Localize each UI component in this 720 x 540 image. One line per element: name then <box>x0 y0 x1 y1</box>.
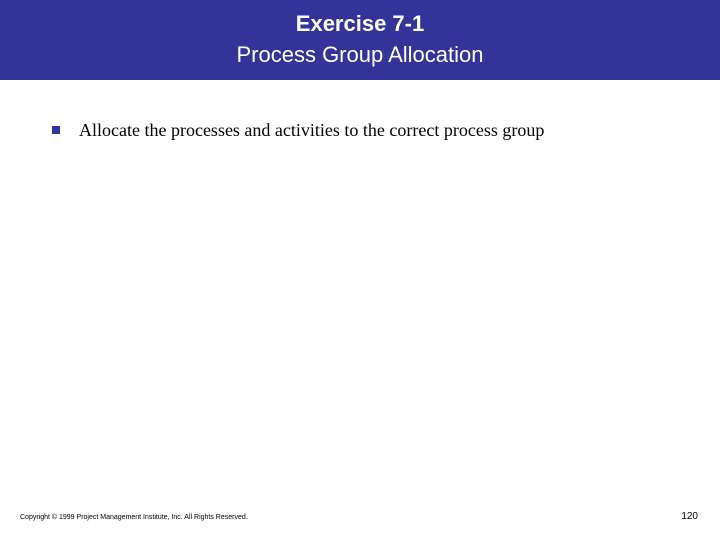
square-bullet-icon <box>52 126 60 134</box>
page-number: 120 <box>681 511 698 522</box>
slide-subtitle: Process Group Allocation <box>236 42 484 67</box>
copyright-notice: Copyright © 1999 Project Management Institute, Inc. All Rights Reserved. <box>20 514 248 521</box>
slide-title: Exercise 7-1 <box>295 11 425 36</box>
bullet-item <box>52 118 544 142</box>
bullet-text: Allocate the processes and activities to the correct process group <box>79 120 545 140</box>
slide-header <box>0 0 720 80</box>
